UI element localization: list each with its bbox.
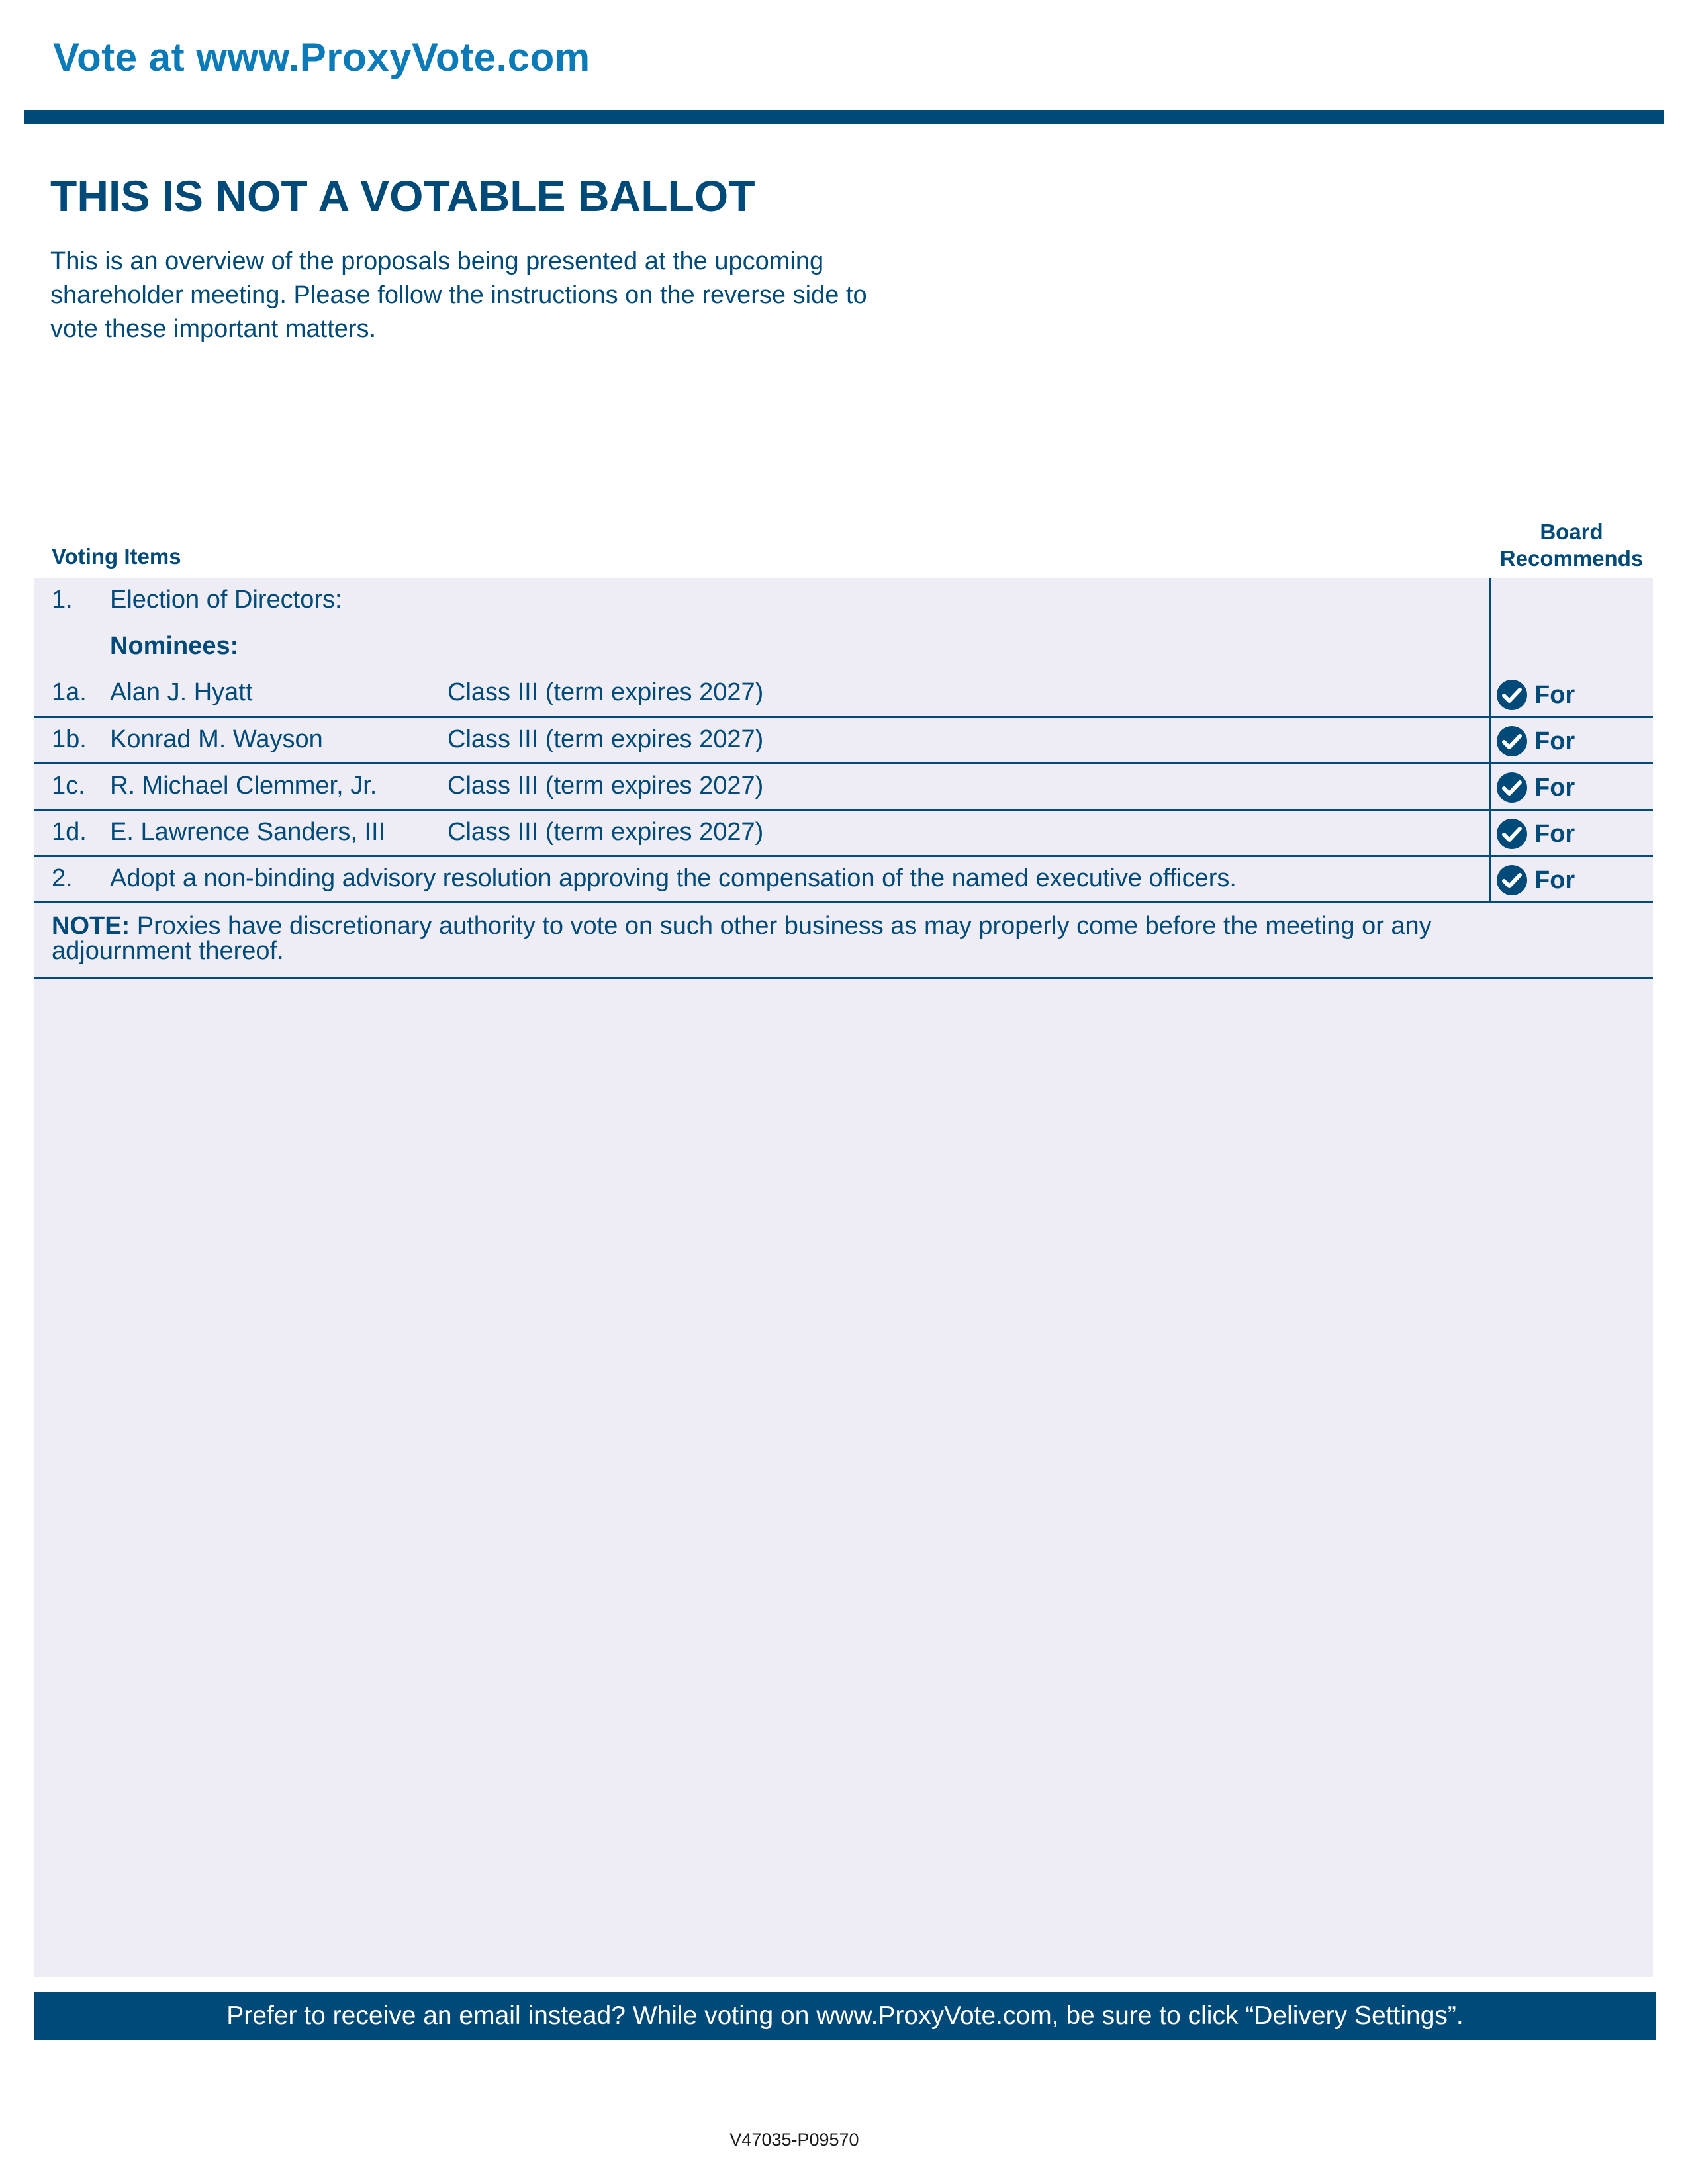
check-circle-icon	[1496, 679, 1528, 711]
nominee-class: Class III (term expires 2027)	[447, 725, 764, 753]
row-number: 1a.	[52, 678, 87, 706]
nominee-name: E. Lawrence Sanders, III	[110, 818, 386, 846]
item-number: 2.	[52, 864, 73, 892]
intro-paragraph: This is an overview of the proposals being presented at the upcoming shareholder meeting. Please follow the instructions on the reverse side to vote these important matters.	[50, 248, 867, 343]
board-recommendation	[1496, 772, 1575, 803]
page-title: THIS IS NOT A VOTABLE BALLOT	[50, 171, 755, 220]
row-number: 1b.	[52, 725, 87, 753]
note-body: Proxies have discretionary authority to vote on such other business as may properly come before the meeting or any adjournment thereof.	[52, 912, 1432, 965]
note-label: NOTE:	[52, 912, 130, 940]
row-number: 1d.	[52, 818, 87, 846]
row-separator	[34, 855, 1653, 857]
check-circle-icon	[1496, 772, 1528, 803]
recommendation-label: For	[1534, 866, 1575, 894]
row-separator	[34, 716, 1653, 718]
vote-link-headline: Vote at www.ProxyVote.com	[53, 35, 590, 79]
top-divider-bar	[24, 110, 1664, 124]
recommendation-label: For	[1534, 680, 1575, 709]
document-code: V47035-P09570	[729, 2130, 859, 2150]
item-label-say-on-pay: Adopt a non-binding advisory resolution approving the compensation of the named executive officers.	[110, 864, 1237, 892]
banner-text: Prefer to receive an email instead? While voting on www.ProxyVote.com, be sure to click “Delivery Settings”.	[226, 2001, 1464, 2030]
column-header-board-recommends	[1490, 519, 1653, 572]
recommendation-label: For	[1534, 727, 1575, 755]
board-recommendation	[1496, 679, 1575, 711]
item-number: 1.	[52, 586, 73, 614]
recommends-label: Recommends	[1499, 546, 1644, 570]
board-recommendation	[1496, 818, 1575, 850]
nominee-class: Class III (term expires 2027)	[447, 772, 764, 799]
check-circle-icon	[1496, 864, 1528, 896]
check-circle-icon	[1496, 725, 1528, 757]
recommendation-label: For	[1534, 773, 1575, 801]
row-separator	[34, 901, 1653, 903]
row-number: 1c.	[52, 772, 85, 799]
nominee-name: Konrad M. Wayson	[110, 725, 323, 753]
note-text	[52, 913, 1481, 964]
item-label-election: Election of Directors:	[110, 586, 342, 614]
column-header-voting-items: Voting Items	[52, 544, 181, 569]
nominee-name: R. Michael Clemmer, Jr.	[110, 772, 377, 799]
board-label: Board	[1540, 520, 1603, 544]
board-recommendation	[1496, 725, 1575, 757]
row-separator	[34, 809, 1653, 811]
nominees-label: Nominees:	[110, 632, 239, 660]
recommendation-label: For	[1534, 819, 1575, 848]
nominee-name: Alan J. Hyatt	[110, 678, 253, 706]
row-separator	[34, 977, 1653, 979]
check-circle-icon	[1496, 818, 1528, 850]
board-recommendation	[1496, 864, 1575, 896]
delivery-settings-banner	[34, 1992, 1656, 2040]
nominee-class: Class III (term expires 2027)	[447, 818, 764, 846]
row-separator	[34, 762, 1653, 764]
nominee-class: Class III (term expires 2027)	[447, 678, 764, 706]
